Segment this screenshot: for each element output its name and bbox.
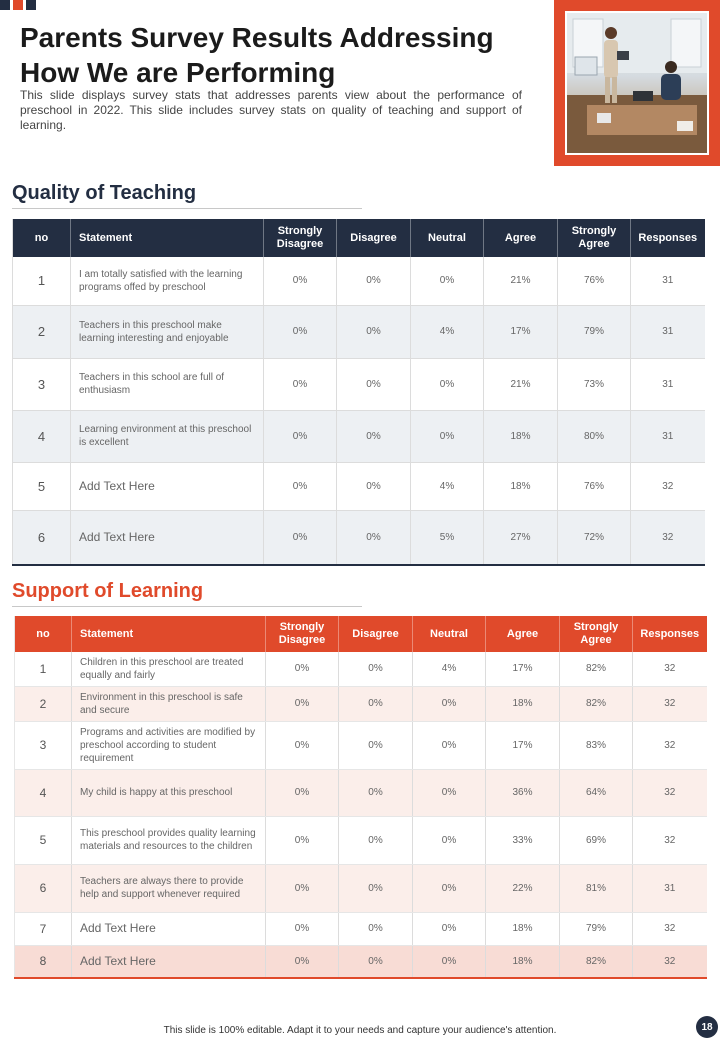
row-strongly-disagree: 0% [266,721,339,769]
row-agree: 18% [486,686,560,721]
row-responses: 32 [633,769,707,816]
row-strongly-agree: 76% [558,462,631,510]
col-strongly-disagree: Strongly Disagree [266,616,339,652]
row-disagree: 0% [339,945,413,978]
table-row [13,510,705,565]
row-disagree: 0% [337,410,411,462]
row-neutral: 5% [411,510,484,565]
col-neutral: Neutral [413,616,486,652]
row-agree: 36% [486,769,560,816]
row-strongly-agree: 64% [560,769,633,816]
row-neutral: 0% [411,358,484,410]
decor-square [0,0,10,10]
row-strongly-disagree: 0% [264,358,337,410]
meeting-photo-illustration [567,13,707,153]
row-statement: Add Text Here [72,945,266,978]
row-strongly-agree: 83% [560,721,633,769]
row-statement: Programs and activities are modified by preschool according to student requirement [72,721,266,769]
row-strongly-disagree: 0% [264,305,337,358]
support-section-title: Support of Learning [12,580,204,602]
decor-square [26,0,36,10]
row-neutral: 4% [411,305,484,358]
col-disagree: Disagree [339,616,413,652]
row-strongly-agree: 73% [558,358,631,410]
row-strongly-agree: 76% [558,257,631,305]
support-header-row [15,616,707,652]
row-agree: 21% [484,257,558,305]
decor-square [13,0,23,10]
row-no: 2 [15,686,72,721]
row-statement: Environment in this preschool is safe and secure [72,686,266,721]
support-table [14,616,707,979]
row-responses: 31 [631,257,705,305]
col-neutral: Neutral [411,219,484,257]
row-agree: 18% [484,410,558,462]
row-responses: 32 [633,816,707,864]
row-responses: 31 [631,410,705,462]
row-neutral: 0% [411,410,484,462]
row-statement: My child is happy at this preschool [72,769,266,816]
photo-frame [554,0,720,166]
row-strongly-agree: 80% [558,410,631,462]
table-row [15,769,707,816]
row-strongly-agree: 82% [560,652,633,686]
table-row [13,358,705,410]
col-no: no [13,219,71,257]
row-no: 5 [15,816,72,864]
row-neutral: 0% [413,945,486,978]
row-neutral: 0% [411,257,484,305]
row-statement: Add Text Here [72,912,266,945]
col-strongly-disagree: Strongly Disagree [264,219,337,257]
row-responses: 31 [631,358,705,410]
row-no: 6 [15,864,72,912]
row-disagree: 0% [337,305,411,358]
row-neutral: 0% [413,769,486,816]
table-row [13,257,705,305]
quality-header-row [13,219,705,257]
row-strongly-disagree: 0% [266,816,339,864]
row-no: 3 [15,721,72,769]
row-responses: 32 [631,510,705,565]
row-no: 4 [15,769,72,816]
row-disagree: 0% [339,721,413,769]
row-statement: Teachers in this school are full of enthusiasm [71,358,264,410]
row-agree: 22% [486,864,560,912]
row-strongly-disagree: 0% [266,864,339,912]
row-strongly-agree: 79% [558,305,631,358]
row-responses: 31 [631,305,705,358]
row-no: 1 [15,652,72,686]
table-row [15,816,707,864]
row-disagree: 0% [339,652,413,686]
row-no: 4 [13,410,71,462]
row-neutral: 4% [411,462,484,510]
table-row [15,945,707,978]
row-responses: 32 [631,462,705,510]
quality-table [12,219,705,566]
row-strongly-disagree: 0% [266,686,339,721]
row-statement: Add Text Here [71,462,264,510]
row-responses: 32 [633,686,707,721]
page-number: 18 [696,1016,718,1038]
row-strongly-agree: 69% [560,816,633,864]
row-strongly-agree: 72% [558,510,631,565]
row-strongly-disagree: 0% [264,410,337,462]
row-statement: Teachers are always there to provide help and support whenever required [72,864,266,912]
row-neutral: 0% [413,816,486,864]
row-strongly-disagree: 0% [266,769,339,816]
row-responses: 32 [633,721,707,769]
col-strongly-agree: Strongly Agree [560,616,633,652]
row-statement: I am totally satisfied with the learning programs offed by preschool [71,257,264,305]
col-agree: Agree [484,219,558,257]
meeting-photo [565,11,709,155]
row-agree: 21% [484,358,558,410]
row-responses: 32 [633,912,707,945]
table-row [15,912,707,945]
page-subtitle: This slide displays survey stats that addresses parents view about the performance of preschool in 2022. This slide includes survey stats on quality of teaching and support of learning. [20,88,522,132]
row-no: 1 [13,257,71,305]
row-statement: Children in this preschool are treated equally and fairly [72,652,266,686]
row-no: 6 [13,510,71,565]
col-no: no [15,616,72,652]
footer-note: This slide is 100% editable. Adapt it to your needs and capture your audience's attention. [163,1025,557,1036]
row-neutral: 0% [413,686,486,721]
row-neutral: 4% [413,652,486,686]
row-statement: This preschool provides quality learning materials and resources to the children [72,816,266,864]
row-disagree: 0% [337,358,411,410]
row-strongly-disagree: 0% [266,945,339,978]
row-strongly-disagree: 0% [264,462,337,510]
row-agree: 33% [486,816,560,864]
row-no: 3 [13,358,71,410]
row-no: 5 [13,462,71,510]
row-disagree: 0% [339,686,413,721]
row-disagree: 0% [337,257,411,305]
row-strongly-disagree: 0% [264,257,337,305]
row-strongly-agree: 79% [560,912,633,945]
table-row [15,864,707,912]
row-statement: Learning environment at this preschool is excellent [71,410,264,462]
page-title: Parents Survey Results Addressing How We are Performing [20,22,494,88]
row-responses: 32 [633,945,707,978]
row-disagree: 0% [339,816,413,864]
row-agree: 17% [486,721,560,769]
row-strongly-disagree: 0% [266,652,339,686]
col-responses: Responses [631,219,705,257]
row-agree: 27% [484,510,558,565]
quality-title-rule [12,208,362,209]
row-responses: 31 [633,864,707,912]
col-statement: Statement [71,219,264,257]
col-strongly-agree: Strongly Agree [558,219,631,257]
row-responses: 32 [633,652,707,686]
row-agree: 17% [484,305,558,358]
row-disagree: 0% [337,462,411,510]
row-strongly-agree: 82% [560,686,633,721]
col-disagree: Disagree [337,219,411,257]
corner-decoration [0,0,36,10]
row-disagree: 0% [339,769,413,816]
table-row [13,410,705,462]
row-agree: 18% [484,462,558,510]
table-row [15,721,707,769]
quality-section-title: Quality of Teaching [12,182,197,204]
row-neutral: 0% [413,864,486,912]
row-no: 8 [15,945,72,978]
row-strongly-agree: 81% [560,864,633,912]
row-strongly-disagree: 0% [266,912,339,945]
row-disagree: 0% [339,912,413,945]
row-neutral: 0% [413,721,486,769]
col-responses: Responses [633,616,707,652]
row-agree: 18% [486,945,560,978]
row-strongly-disagree: 0% [264,510,337,565]
table-row [15,686,707,721]
row-neutral: 0% [413,912,486,945]
row-strongly-agree: 82% [560,945,633,978]
row-disagree: 0% [339,864,413,912]
row-statement: Teachers in this preschool make learning interesting and enjoyable [71,305,264,358]
row-no: 2 [13,305,71,358]
col-statement: Statement [72,616,266,652]
table-row [13,305,705,358]
table-row [13,462,705,510]
row-agree: 18% [486,912,560,945]
row-statement: Add Text Here [71,510,264,565]
support-title-rule [12,606,362,607]
row-disagree: 0% [337,510,411,565]
row-agree: 17% [486,652,560,686]
table-row [15,652,707,686]
col-agree: Agree [486,616,560,652]
row-no: 7 [15,912,72,945]
